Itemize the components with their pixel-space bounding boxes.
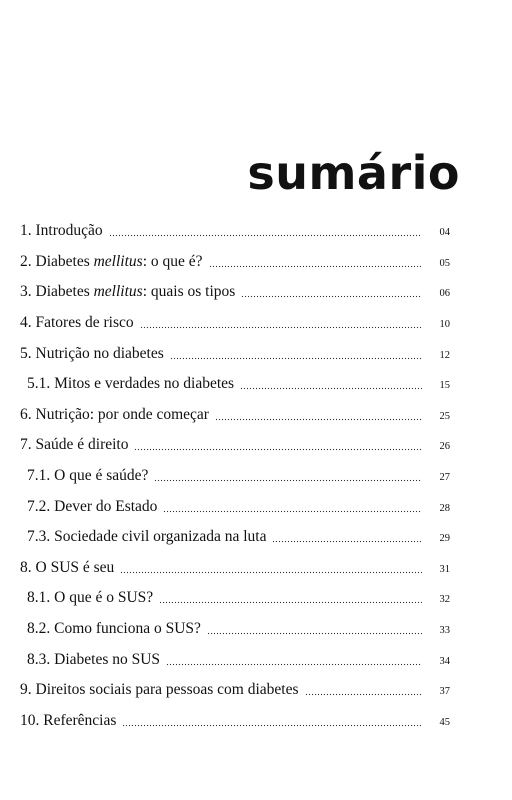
toc-entry-page: 06 [439, 288, 450, 300]
toc-entry-label: 2. Diabetes mellitus: o que é? [20, 252, 203, 270]
table-of-contents [20, 216, 450, 736]
toc-entry-label: 7. Saúde é direito [20, 436, 129, 454]
dot-leader [120, 561, 422, 575]
dot-leader [166, 653, 422, 667]
toc-entry [20, 675, 450, 706]
dot-leader [241, 285, 422, 299]
toc-entry-page: 34 [439, 655, 450, 667]
toc-entry [20, 522, 450, 553]
toc-entry-page: 25 [439, 410, 450, 422]
toc-entry-label: 1. Introdução [20, 222, 103, 240]
toc-entry-page: 45 [439, 716, 450, 728]
toc-entry [20, 430, 450, 461]
toc-entry [20, 491, 450, 522]
dot-leader [215, 408, 422, 422]
toc-entry-label: 8.2. Como funciona o SUS? [27, 620, 201, 638]
dot-leader [170, 347, 422, 361]
toc-entry-label: 8. O SUS é seu [20, 558, 115, 576]
toc-entry-label: 7.3. Sociedade civil organizada na luta [27, 528, 267, 546]
toc-entry-page: 27 [439, 472, 450, 484]
page-title: sumário [247, 146, 460, 200]
dot-leader [140, 316, 422, 330]
dot-leader [154, 469, 422, 483]
toc-entry-page: 29 [439, 533, 450, 545]
toc-entry [20, 369, 450, 400]
dot-leader [209, 255, 422, 269]
toc-entry [20, 461, 450, 492]
toc-entry [20, 614, 450, 645]
toc-entry-page: 04 [439, 227, 450, 239]
toc-entry-label: 10. Referências [20, 711, 117, 729]
dot-leader [109, 224, 422, 238]
toc-entry-label: 3. Diabetes mellitus: quais os tipos [20, 283, 236, 301]
toc-entry-page: 33 [439, 625, 450, 637]
toc-entry [20, 308, 450, 339]
toc-entry-page: 12 [439, 349, 450, 361]
toc-entry-label: 8.1. O que é o SUS? [27, 589, 154, 607]
dot-leader [134, 438, 422, 452]
dot-leader [305, 683, 423, 697]
toc-entry [20, 583, 450, 614]
toc-entry-label: 9. Direitos sociais para pessoas com diabetes [20, 681, 299, 699]
dot-leader [240, 377, 422, 391]
toc-entry-page: 26 [439, 441, 450, 453]
toc-entry-page: 32 [439, 594, 450, 606]
toc-entry-page: 05 [439, 257, 450, 269]
toc-entry-page: 10 [439, 319, 450, 331]
toc-entry-page: 37 [439, 686, 450, 698]
toc-entry-label: 4. Fatores de risco [20, 314, 134, 332]
dot-leader [207, 622, 422, 636]
toc-entry [20, 277, 450, 308]
toc-entry-label: 5.1. Mitos e verdades no diabetes [27, 375, 235, 393]
toc-entry-label: 6. Nutrição: por onde começar [20, 405, 209, 423]
toc-entry-page: 31 [439, 563, 450, 575]
toc-entry-label: 7.1. O que é saúde? [27, 467, 149, 485]
toc-entry [20, 216, 450, 247]
toc-entry [20, 338, 450, 369]
toc-entry [20, 553, 450, 584]
toc-entry-label: 5. Nutrição no diabetes [20, 344, 164, 362]
toc-entry-page: 28 [439, 502, 450, 514]
toc-entry-label: 7.2. Dever do Estado [27, 497, 158, 515]
toc-entry-page: 15 [439, 380, 450, 392]
dot-leader [159, 591, 422, 605]
toc-entry [20, 247, 450, 278]
toc-entry [20, 644, 450, 675]
dot-leader [272, 530, 422, 544]
toc-entry [20, 706, 450, 737]
toc-entry [20, 400, 450, 431]
dot-leader [122, 714, 422, 728]
dot-leader [163, 500, 422, 514]
toc-entry-label: 8.3. Diabetes no SUS [27, 650, 161, 668]
